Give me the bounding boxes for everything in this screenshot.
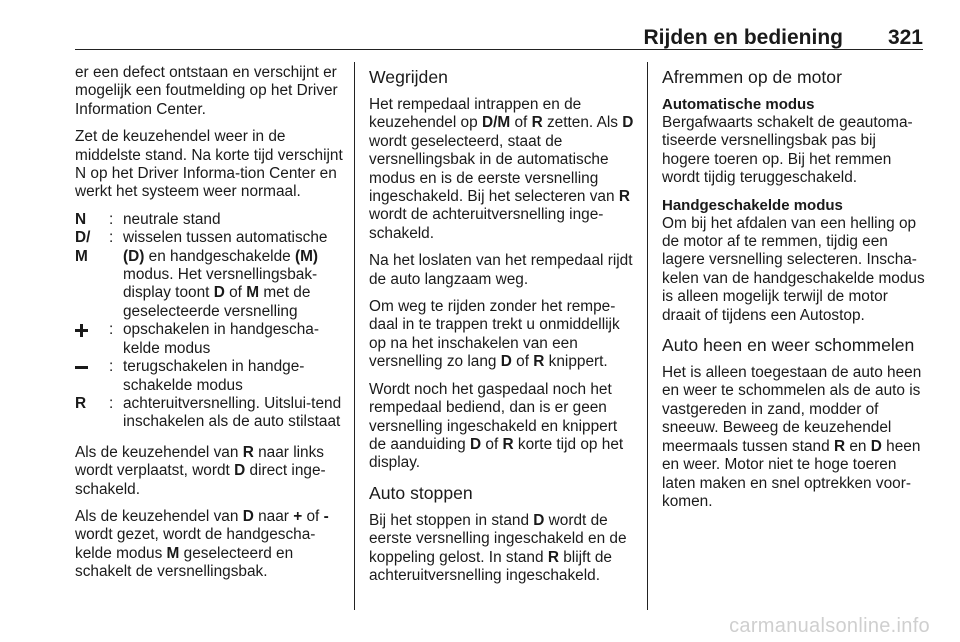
paragraph-rocking: Het is alleen toegestaan de auto heen en weer te schommelen als de auto is vastgereden in zand, modder of sneeuw. Beweeg de keuzehendel meermaals tussen stand R en D heen en weer. Motor niet te hoge toeren laten maken en snel optrekken voor-komen.	[662, 364, 922, 510]
minus-icon	[75, 358, 89, 376]
paragraph-lever-left: Als de keuzehendel van R naar links wordt verplaatst, wordt D direct inge-schakeld.	[75, 443, 326, 498]
page-number: 321	[887, 26, 923, 49]
subheading-manual: Handgeschakelde modus	[662, 196, 843, 214]
paragraph-defect: er een defect ontstaan en verschijnt er mogelijk een foutmelding op het Driver Information Center.	[75, 64, 338, 118]
paragraph-manual: Om bij het afdalen van een helling op de motor af te remmen, tijdig een lagere versnelling selecteren. Inscha-kelen van de handgeschakelde modus is alleen mogelijk terwijl de motor draait of tijdens een Autostop.	[662, 214, 925, 324]
heading-afremmen: Afremmen op de motor	[662, 67, 842, 87]
definition-row: D/ M : wisselen tussen automatische (D) en handgeschakelde (M) modus. Het versnellingsbak-display toont D of M met de geselecteerde versnelling	[75, 229, 343, 321]
paragraph-no-brake: Om weg te rijden zonder het rempe-daal in te trappen trekt u onmiddellijk op na het inschakelen van een versnelling zo lang D of R knippert.	[369, 298, 620, 371]
definition-row: R : achteruitversnelling. Uitslui-tend inschakelen als de auto stilstaat	[75, 394, 342, 431]
paragraph-start: Het rempedaal intrappen en de keuzehendel op D/M of R zetten. Als D wordt geselecteerd, staat de versnellingsbak in de automatische modus en is de eerste versnelling ingeschakeld. Bij het selecteren van R wordt de achteruitversnelling inge-schakeld.	[369, 96, 634, 242]
plus-icon	[75, 321, 89, 339]
definition-term: D/ M	[75, 229, 91, 265]
paragraph-release-brake: Na het loslaten van het rempedaal rijdt de auto langzaam weg.	[369, 252, 633, 288]
column-2	[369, 64, 635, 594]
watermark: carmanualsonline.info	[729, 615, 930, 637]
header-title: Rijden en bediening	[643, 26, 843, 49]
definition-term: N	[75, 210, 87, 228]
definition-desc: wisselen tussen automatische (D) en handgeschakelde (M) modus. Het versnellingsbak-display toont D of M met de geselecteerde versnelling	[123, 229, 328, 320]
paragraph-automatic: Bergafwaarts schakelt de geautoma-tiseerde versnellingsbak pas bij hogere toeren op. Bij het remmen wordt tijdig teruggeschakeld.	[662, 114, 913, 187]
heading-auto-stoppen: Auto stoppen	[369, 482, 473, 503]
paragraph-lever-plus-minus: Als de keuzehendel van D naar + of - wordt gezet, wordt de handgescha-kelde modus M geselecteerd en schakelt de versnellingsbak.	[75, 507, 329, 581]
subheading-automatic: Automatische modus	[662, 96, 815, 113]
column-1	[75, 64, 343, 591]
paragraph-stopping: Bij het stoppen in stand D wordt de eerste versnelling ingeschakeld en de koppeling gelost. In stand R blijft de achteruitversnelling ingeschakeld.	[369, 511, 627, 584]
definition-desc: terugschakelen in handge-schakelde modus	[123, 358, 305, 394]
paragraph-reset: Zet de keuzehendel weer in de middelste stand. Na korte tijd verschijnt N op het Driver Informa-tion Center en werkt het systeem weer normaal.	[75, 128, 343, 201]
column-divider-2	[647, 62, 648, 610]
paragraph-no-pedal: Wordt noch het gaspedaal noch het rempedaal bediend, dan is er geen versnelling ingeschakeld en knippert de aanduiding D of R korte tijd op het display.	[369, 380, 624, 472]
header-rule	[75, 49, 923, 50]
definition-desc: achteruitversnelling. Uitslui-tend inschakelen als de auto stilstaat	[123, 394, 342, 431]
definition-term: R	[75, 394, 87, 412]
definition-desc: neutrale stand	[123, 210, 221, 228]
column-divider-1	[354, 62, 355, 610]
heading-wegrijden: Wegrijden	[369, 67, 448, 87]
definition-desc: opschakelen in handgescha-kelde modus	[123, 321, 319, 357]
column-3	[662, 64, 926, 520]
definition-row: N : neutrale stand	[75, 211, 343, 229]
definition-row: : opschakelen in handgescha-kelde modus	[75, 321, 343, 358]
gear-definition-list	[75, 211, 343, 432]
heading-schommelen: Auto heen en weer schommelen	[662, 335, 915, 356]
definition-row: : terugschakelen in handge-schakelde modus	[75, 358, 343, 395]
